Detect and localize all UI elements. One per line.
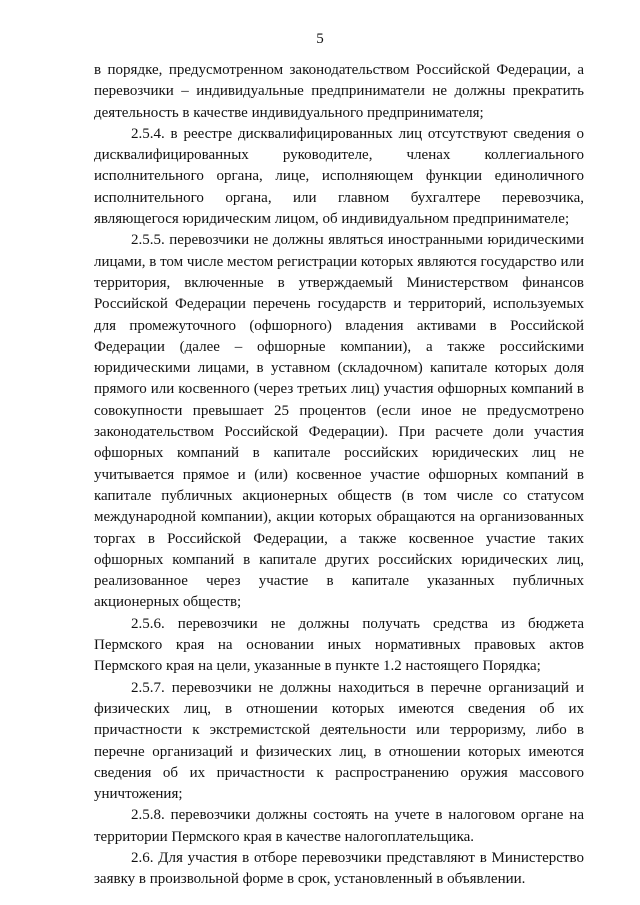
paragraph-continuation: в порядке, предусмотренном законодательством Российской Федерации, а перевозчики – индивидуальные предприниматели не должны прекратить деятельность в качестве индивидуального предпринимателя; [94, 62, 584, 121]
paragraph-2-5-6: 2.5.6. перевозчики не должны получать средства из бюджета Пермского края на основании иных нормативных правовых актов Пермского края на цели, указанные в пункте 1.2 настоящего Порядка; [94, 615, 584, 675]
document-body [94, 60, 584, 891]
paragraph-2-5-7: 2.5.7. перевозчики не должны находиться в перечне организаций и физических лиц, в отношении которых имеются сведения об их причастности к экстремистской деятельности или терроризму, либо в перечне организаций и физических лиц, в отношении которых имеются сведения об их причастности к распространению оружия массового уничтожения; [94, 679, 584, 803]
paragraph-2-5-4: 2.5.4. в реестре дисквалифицированных лиц отсутствуют сведения о дисквалифицированных руководителе, членах коллегиального исполнительного органа, лице, исполняющем функции единоличного исполнительного органа, или главном бухгалтере перевозчика, являющегося юридическим лицом, об индивидуальном предпринимателе; [94, 125, 584, 228]
paragraph-2-5-8: 2.5.8. перевозчики должны состоять на учете в налоговом органе на территории Пермского края в качестве налогоплательщика. [94, 807, 584, 845]
page-number: 5 [316, 31, 324, 47]
paragraph-2-5-5: 2.5.5. перевозчики не должны являться иностранными юридическими лицами, в том числе местом регистрации которых являются государство или территория, включенные в утверждаемый Министерством финансов Российской Федерации перечень государств и территорий, используемых для промежуточного (офшорного) владения активами в Российской Федерации (далее – офшорные компании), а также российскими юридическими лицами, в уставном (складочном) капитале которых доля прямого или косвенного (через третьих лиц) участия офшорных компаний в совокупности превышает 25 процентов (если иное не предусмотрено законодательством Российской Федерации). При расчете доли участия офшорных компаний в капитале российских юридических лиц не учитывается прямое и (или) косвенное участие офшорных компаний в капитале публичных акционерных обществ (в том числе со статусом международной компании), акции которых обращаются на организованных торгах в Российской Федерации, а также косвенное участие таких офшорных компаний в капитале других российских юридических лиц, реализованное через участие в капитале указанных публичных акционерных обществ; [94, 232, 584, 611]
paragraph-2-6: 2.6. Для участия в отборе перевозчики представляют в Министерство заявку в произвольной форме в срок, установленный в объявлении. [94, 849, 584, 888]
